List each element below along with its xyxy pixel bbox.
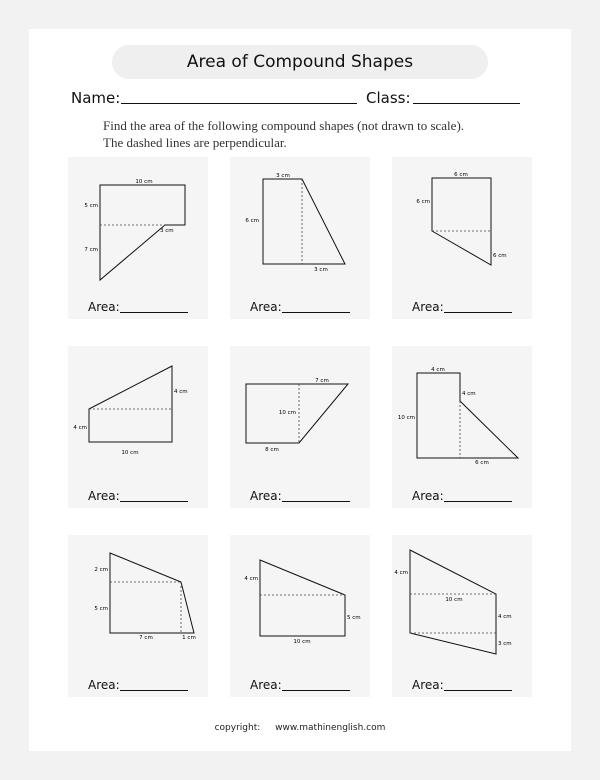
copyright-site-link[interactable]: www.mathinenglish.com bbox=[275, 723, 386, 733]
shape-1-label-step: 3 cm bbox=[160, 228, 174, 234]
name-blank-line bbox=[121, 90, 357, 104]
area-answer-line-8[interactable] bbox=[282, 690, 350, 691]
shape-card-6 bbox=[392, 346, 532, 508]
area-label-6: Area: bbox=[412, 489, 444, 503]
area-answer-line-1[interactable] bbox=[120, 312, 188, 313]
class-label: Class: bbox=[366, 89, 411, 107]
shape-7-label-left-lower: 5 cm bbox=[94, 606, 108, 612]
compound-shape-7 bbox=[68, 535, 208, 697]
area-answer-line-2[interactable] bbox=[282, 312, 350, 313]
copyright-label: copyright: bbox=[214, 723, 261, 733]
compound-shape-1 bbox=[68, 157, 208, 319]
shape-3-label-top: 6 cm bbox=[454, 172, 468, 178]
shape-2-label-top: 3 cm bbox=[276, 173, 290, 179]
shape-1-label-left-upper: 5 cm bbox=[84, 203, 98, 209]
shape-card-4 bbox=[68, 346, 208, 508]
class-blank-line bbox=[413, 90, 520, 104]
compound-shape-9 bbox=[392, 535, 532, 697]
shape-1-label-left-lower: 7 cm bbox=[84, 247, 98, 253]
shape-3-label-right: 6 cm bbox=[493, 253, 507, 259]
shape-6-label-bottom: 6 cm bbox=[475, 460, 489, 466]
area-answer-line-4[interactable] bbox=[120, 501, 188, 502]
area-label-8: Area: bbox=[250, 678, 282, 692]
instruction-line-1: Find the area of the following compound shapes (not drawn to scale). bbox=[103, 118, 465, 133]
shape-9-label-right-upper: 4 cm bbox=[498, 614, 512, 620]
shape-8-label-left: 4 cm bbox=[244, 576, 258, 582]
shape-2-label-bottom: 3 cm bbox=[314, 267, 328, 273]
shape-card-1 bbox=[68, 157, 208, 319]
compound-shape-5 bbox=[230, 346, 370, 508]
area-answer-line-7[interactable] bbox=[120, 690, 188, 691]
shape-6-label-left: 10 cm bbox=[397, 415, 415, 421]
shape-9-label-right-lower: 3 cm bbox=[498, 641, 512, 647]
shape-7-label-left-upper: 2 cm bbox=[94, 567, 108, 573]
shape-7-label-bottom: 7 cm bbox=[139, 635, 153, 641]
name-label: Name: bbox=[71, 89, 121, 107]
shape-card-3 bbox=[392, 157, 532, 319]
compound-shape-6 bbox=[392, 346, 532, 508]
area-label-7: Area: bbox=[88, 678, 120, 692]
page-title: Area of Compound Shapes bbox=[112, 45, 488, 79]
shape-4-label-left: 4 cm bbox=[73, 425, 87, 431]
shape-4-label-right: 4 cm bbox=[174, 389, 188, 395]
shape-card-8 bbox=[230, 535, 370, 697]
compound-shape-2 bbox=[230, 157, 370, 319]
shape-2-label-left: 6 cm bbox=[245, 218, 259, 224]
instructions bbox=[103, 117, 543, 151]
shape-1-label-top: 10 cm bbox=[135, 179, 153, 185]
shape-5-label-middle: 10 cm bbox=[278, 410, 296, 416]
area-label-4: Area: bbox=[88, 489, 120, 503]
shape-9-label-left: 4 cm bbox=[394, 570, 408, 576]
copyright-footer bbox=[0, 723, 600, 733]
area-label-3: Area: bbox=[412, 300, 444, 314]
area-answer-line-3[interactable] bbox=[444, 312, 512, 313]
shape-7-label-bottom-right: 1 cm bbox=[182, 635, 196, 641]
shape-6-label-top: 4 cm bbox=[431, 367, 445, 373]
shape-3-label-left: 6 cm bbox=[416, 199, 430, 205]
compound-shape-4 bbox=[68, 346, 208, 508]
shape-card-2 bbox=[230, 157, 370, 319]
area-label-5: Area: bbox=[250, 489, 282, 503]
compound-shape-3 bbox=[392, 157, 532, 319]
area-label-1: Area: bbox=[88, 300, 120, 314]
shape-4-label-bottom: 10 cm bbox=[121, 450, 139, 456]
shape-6-label-step: 4 cm bbox=[462, 391, 476, 397]
area-label-9: Area: bbox=[412, 678, 444, 692]
instruction-line-2: The dashed lines are perpendicular. bbox=[103, 135, 287, 150]
shape-8-label-right: 5 cm bbox=[347, 615, 361, 621]
shape-card-7 bbox=[68, 535, 208, 697]
area-label-2: Area: bbox=[250, 300, 282, 314]
area-answer-line-6[interactable] bbox=[444, 501, 512, 502]
area-answer-line-5[interactable] bbox=[282, 501, 350, 502]
shape-5-label-top: 7 cm bbox=[315, 378, 329, 384]
shape-8-label-bottom: 10 cm bbox=[293, 639, 311, 645]
area-answer-line-9[interactable] bbox=[444, 690, 512, 691]
shape-card-9 bbox=[392, 535, 532, 697]
shape-9-label-middle: 10 cm bbox=[445, 597, 463, 603]
compound-shape-8 bbox=[230, 535, 370, 697]
shape-card-5 bbox=[230, 346, 370, 508]
shape-5-label-bottom: 8 cm bbox=[265, 447, 279, 453]
